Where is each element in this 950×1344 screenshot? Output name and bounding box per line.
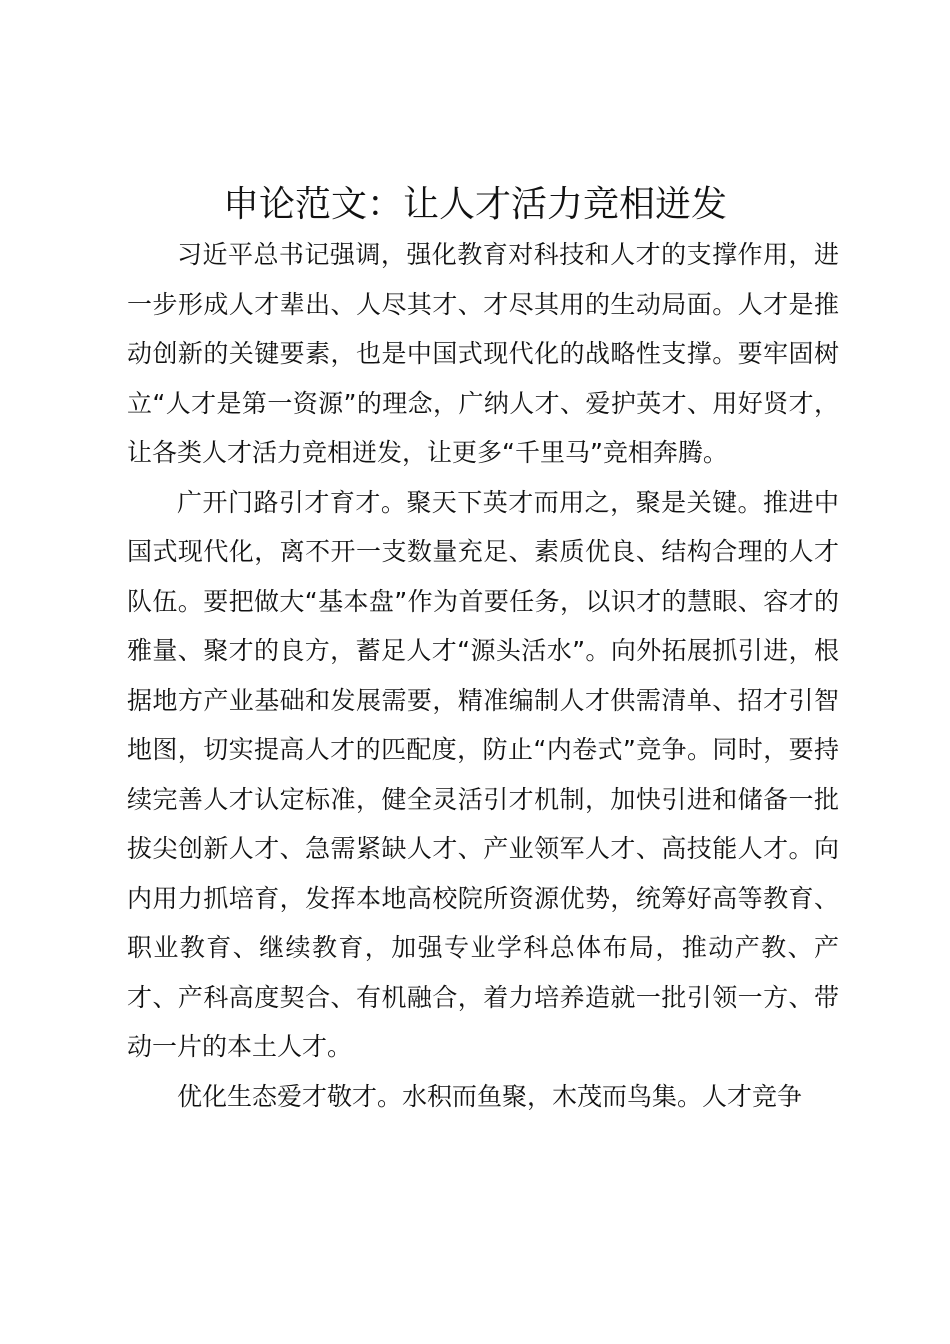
paragraph-1: 习近平总书记强调，强化教育对科技和人才的支撑作用，进一步形成人才辈出、人尽其才、才尽其用的生动局面。人才是推动创新的关键要素，也是中国式现代化的战略性支撑。要牢固树立“人才是第一资源”的理念，广纳人才、爱护英才、用好贤才，让各类人才活力竞相迸发，让更多“千里马”竞相奔腾。 xyxy=(127,240,839,467)
paragraph-2: 广开门路引才育才。聚天下英才而用之，聚是关键。推进中国式现代化，离不开一支数量充足、素质优良、结构合理的人才队伍。要把做大“基本盘”作为首要任务，以识才的慧眼、容才的雅量、聚才的良方，蓄足人才“源头活水”。向外拓展抓引进，根据地方产业基础和发展需要，精准编制人才供需清单、招才引智地图，切实提高人才的匹配度，防止“内卷式”竞争。同时，要持续完善人才认定标准，健全灵活引才机制，加快引进和储备一批拔尖创新人才、急需紧缺人才、产业领军人才、高技能人才。向内用力抓培育，发挥本地高校院所资源优势，统筹好高等教育、职业教育、继续教育，加强专业学科总体布局，推动产教、产才、产科高度契合、有机融合，着力培养造就一批引领一方、带动一片的本土人才。 xyxy=(127,487,839,1061)
paragraph-3: 优化生态爱才敬才。水积而鱼聚，木茂而鸟集。人才竞争 xyxy=(177,1081,803,1111)
document-body xyxy=(127,230,839,1121)
document-title: 申论范文：让人才活力竞相迸发 xyxy=(222,184,727,225)
